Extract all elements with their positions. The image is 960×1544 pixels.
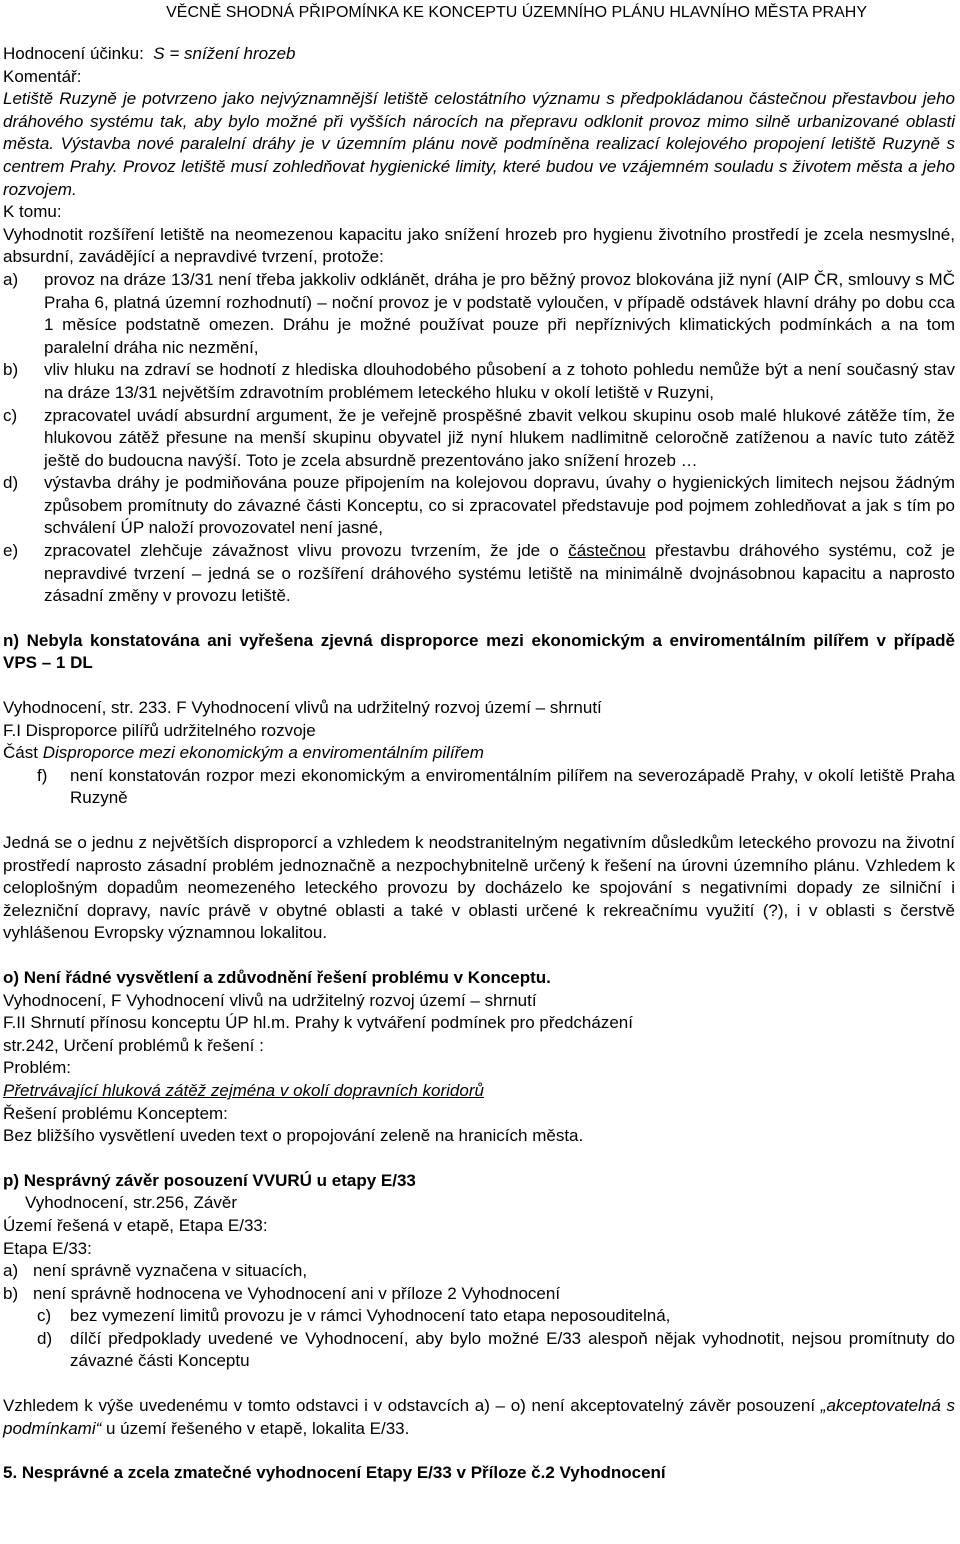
section-n-heading: n) Nebyla konstatována ani vyřešena zjevná disproporce mezi ekonomickým a enviromentálním pilířem v případě VPS – 1 DL <box>3 630 955 673</box>
list-text: vliv hluku na zdraví se hodnotí z hlediska dlouhodobého působení a z tohoto pohledu nemůže být a není současný stav na dráze 13/31 největším zdravotním problémem leteckého hluku v okolí letiště v Ruzyni, <box>44 360 955 402</box>
list-item <box>3 540 955 608</box>
section-n-paragraph: Jedná se o jednu z největších disproporcí a vzhledem k neodstranitelným negativním důsledkům leteckého provozu na životní prostředí naprosto zásadní problém jednoznačně a nezpochybnitelně určený k řešení na úrovni územního plánu. Vzhledem k celoplošným dopadům neomezeného leteckého provozu by docházelo ke spojování s negativními dopady ze silniční i železniční dopravy, navíc právě v obytné oblasti a také v oblasti určené k rekreačnímu využití (?), i v oblasti s čerstvě vyhlášenou Evropsky významnou lokalitou. <box>3 833 955 943</box>
k-tomu-label: K tomu: <box>3 202 62 222</box>
list-text: není konstatován rozpor mezi ekonomickým a enviromentálním pilířem na severozápadě Prahy, v okolí letiště Praha Ruzyně <box>70 765 955 808</box>
section-n-line: F.I Disproporce pilířů udržitelného rozvoje <box>3 720 316 740</box>
list-marker: b) <box>3 360 19 380</box>
section-n-line: Vyhodnocení, str. 233. F Vyhodnocení vlivů na udržitelný rozvoj území – shrnutí <box>3 698 602 718</box>
section-o-heading: o) Není řádné vysvětlení a zdůvodnění řešení problému v Konceptu. <box>3 967 551 987</box>
list-text: výstavba dráhy je podmiňována pouze připojením na kolejovou dopravu, úvahy o hygienických limitech nejsou žádným způsobem promítnuty do závazné části Konceptu, co si zpracovatel představuje pod pojmem zohledňovat a jak s tím po schválení ÚP naloží provozovatel není jasné, <box>44 473 955 538</box>
conclusion-italic: „akceptovatelná s podmínkami“ <box>3 1396 955 1438</box>
section-p-line: Vyhodnocení, str.256, Závěr <box>25 1193 237 1213</box>
section-p-line: Etapa E/33: <box>3 1238 92 1258</box>
list-marker: a) <box>3 1261 19 1281</box>
section-n-line <box>3 742 955 765</box>
list-text-part: zpracovatel zlehčuje závažnost vlivu provozu tvrzením, že jde o <box>44 541 569 561</box>
list-text: bez vymezení limitů provozu je v rámci Vyhodnocení tato etapa neposouditelná, <box>70 1306 671 1326</box>
rating-line <box>3 43 955 66</box>
list-item <box>3 1328 955 1373</box>
underlined-word: částečnou <box>568 541 646 561</box>
list-item <box>3 1305 955 1328</box>
list-marker: c) <box>3 405 18 425</box>
list-item <box>3 765 955 810</box>
list-text: provoz na dráze 13/31 není třeba jakkoliv odklánět, dráha je pro běžný provoz blokována již nyní (AIP ČR, smlouvy s MČ Praha 6, platná územní rozhodnutí) – noční provoz je v podstatě vyloučen, v případě odstávek hlavní dráhy po dobu cca 1 měsíce podstatně omezen. Dráhu je možné používat pouze při nepříznivých klimatických podmínkách a na tom paralelní dráha nic nezmění, <box>44 269 955 357</box>
list-item <box>3 269 955 359</box>
list-marker: d) <box>37 1328 53 1348</box>
list-item <box>3 1260 955 1283</box>
list-marker: c) <box>37 1306 52 1326</box>
document-page <box>3 0 955 1485</box>
section-p-conclusion <box>3 1395 955 1440</box>
list-text-part: přestavbu dráhového systému, což je nepravdivé tvrzení – jedná se o rozšíření dráhového systému letiště na minimálně dvojnásobnou kapacitu a naprosto zásadní změny v provozu letiště. <box>44 541 955 606</box>
list-marker: d) <box>3 473 19 493</box>
rating-label: Hodnocení účinku: <box>3 44 144 63</box>
section-n-line-part: Část <box>3 743 43 763</box>
list-marker: f) <box>37 765 48 785</box>
section-o-problem: Přetrvávající hluková zátěž zejména v okolí dopravních koridorů <box>3 1080 484 1100</box>
list-marker: a) <box>3 269 19 289</box>
section-p-line: Území řešená v etapě, Etapa E/33: <box>3 1215 268 1235</box>
rating-value: S = snížení hrozeb <box>153 44 296 63</box>
list-text: dílčí předpoklady uvedené ve Vyhodnocení, aby bylo možné E/33 alespoň nějak vyhodnotit, nejsou promítnuty do závazné části Konceptu <box>70 1328 955 1371</box>
comment-text: Letiště Ruzyně je potvrzeno jako nejvýznamnější letiště celostátního významu s předpokládanou částečnou přestavbou jeho dráhového systému tak, aby bylo možné při vyšších nárocích na přepravu odklonit provoz mimo silně urbanizované oblasti města. Výstavba nové paralelní dráhy je v územním plánu nově podmíněna realizací kolejového propojení letiště Ruzyně s centrem Prahy. Provoz letiště musí zohledňovat hygienické limity, které budou ve vzájemném souladu s životem města a jeho rozvojem. <box>3 89 955 199</box>
section-o-line: str.242, Určení problémů k řešení : <box>3 1035 264 1055</box>
list-item <box>3 405 955 473</box>
page-header: VĚCNĚ SHODNÁ PŘIPOMÍNKA KE KONCEPTU ÚZEMNÍHO PLÁNU HLAVNÍHO MĚSTA PRAHY <box>166 4 867 21</box>
list-text <box>44 540 955 608</box>
section-o-line: Problém: <box>3 1058 72 1078</box>
conclusion-part: u území řešeného v etapě, lokalita E/33. <box>101 1418 410 1438</box>
section-o-line: Řešení problému Konceptem: <box>3 1103 228 1123</box>
section-o-line: F.II Shrnutí přínosu konceptu ÚP hl.m. Prahy k vytváření podmínek pro předcházení <box>3 1013 633 1033</box>
list-text: zpracovatel uvádí absurdní argument, že je veřejně prospěšné zbavit velkou skupinu osob malé hlukové zátěže tím, že hlukovou zátěž přesune na menší skupinu obyvatel již nyní hlukem nadlimitně celoročně zatíženou a navíc tuto zátěž ještě do budoucna navýší. Toto je zcela absurdně prezentováno jako snížení hrozeb … <box>44 405 955 470</box>
list-text: není správně vyznačena v situacích, <box>33 1261 308 1281</box>
list-item <box>3 359 955 404</box>
section-o-line: Vyhodnocení, F Vyhodnocení vlivů na udržitelný rozvoj území – shrnutí <box>3 990 537 1010</box>
comment-label: Komentář: <box>3 66 82 86</box>
list-item <box>3 1283 955 1306</box>
section-p-heading: p) Nesprávný závěr posouzení VVURÚ u etapy E/33 <box>3 1170 416 1190</box>
section-n-line-italic: Disproporce mezi ekonomickým a enviromentálním pilířem <box>42 743 484 763</box>
section-o-line: Bez bližšího vysvětlení uveden text o propojování zeleně na hranicích města. <box>3 1126 584 1146</box>
final-heading: 5. Nesprávné a zcela zmatečné vyhodnocení Etapy E/33 v Příloze č.2 Vyhodnocení <box>3 1463 666 1483</box>
list-text: není správně hodnocena ve Vyhodnocení ani v příloze 2 Vyhodnocení <box>33 1283 561 1303</box>
conclusion-part: Vzhledem k výše uvedenému v tomto odstavci i v odstavcích a) – o) není akceptovatelný závěr posouzení <box>3 1396 821 1416</box>
list-marker: e) <box>3 541 19 561</box>
list-item <box>3 472 955 540</box>
list-marker: b) <box>3 1283 19 1303</box>
intro-text: Vyhodnotit rozšíření letiště na neomezenou kapacitu jako snížení hrozeb pro hygienu životního prostředí je zcela nesmyslné, absurdní, zavádějící a nepravdivé tvrzení, protože: <box>3 224 955 267</box>
